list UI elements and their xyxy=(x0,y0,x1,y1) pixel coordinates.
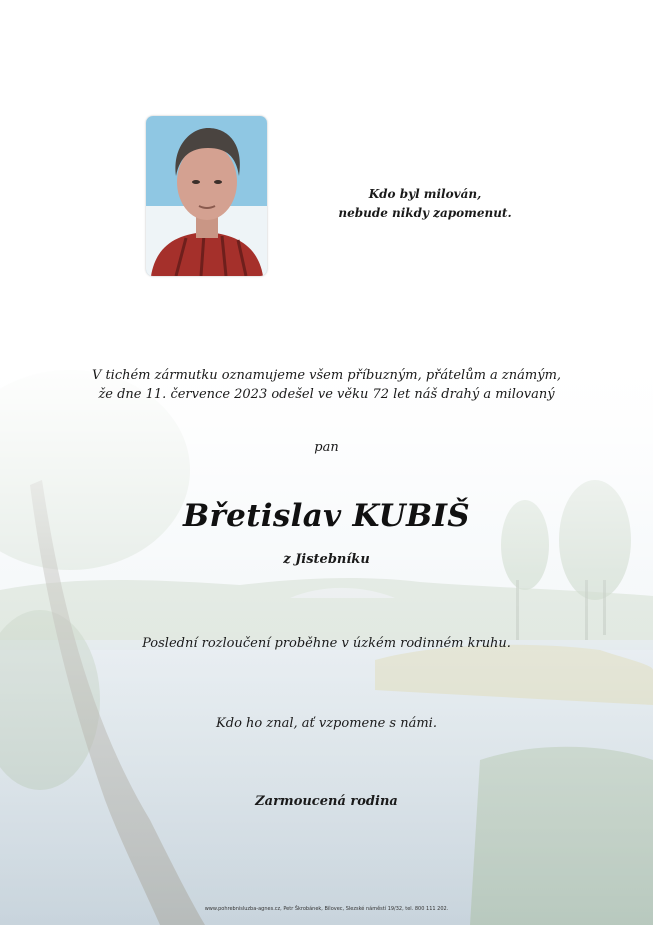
portrait-image xyxy=(146,116,267,276)
announcement-line-2: že dne 11. července 2023 odešel ve věku 72 let náš drahý a milovaný xyxy=(98,387,555,402)
farewell-notice: Poslední rozloučení proběhne v úzkém rodinném kruhu. xyxy=(142,636,511,651)
deceased-origin: z Jistebníku xyxy=(283,552,370,567)
salutation: pan xyxy=(314,440,339,455)
motto-line-2: nebude nikdy zapomenut. xyxy=(338,206,512,220)
funeral-service-footer: www.pohrebnisluzba-agnes.cz, Petr Škrobánek, Bílovec, Slezské náměstí 19/32, tel. 800 111 202. xyxy=(204,906,449,912)
memorial-motto xyxy=(300,185,550,223)
remembrance-line: Kdo ho znal, ať vzpomene s námi. xyxy=(216,716,437,731)
announcement-text xyxy=(0,366,653,404)
family-signature: Zarmoucená rodina xyxy=(255,794,398,809)
announcement-line-1: V tichém zármutku oznamujeme všem příbuzným, přátelům a známým, xyxy=(91,368,562,383)
deceased-portrait-photo xyxy=(146,116,267,276)
deceased-name: Břetislav KUBIŠ xyxy=(183,498,470,534)
motto-line-1: Kdo byl milován, xyxy=(368,187,482,201)
